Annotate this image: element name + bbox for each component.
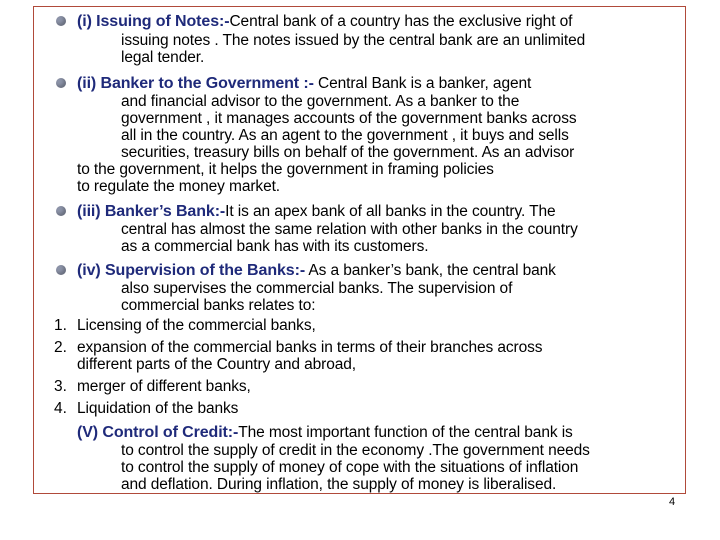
bullet-icon (56, 78, 66, 88)
item-1-heading: (i) Issuing of Notes:- (77, 13, 230, 30)
credit-line-3: to control the supply of money of cope with the situations of inflation (121, 459, 579, 476)
item-3-line-1: It is an apex bank of all banks in the country. The (225, 203, 556, 220)
credit-first-line (77, 424, 573, 441)
item-2-line-3: government , it manages accounts of the government banks across (121, 110, 577, 127)
item-4-first-line (77, 262, 556, 279)
item-4-line-2: also supervises the commercial banks. The supervision of (121, 280, 513, 297)
bullet-icon (56, 16, 66, 26)
item-2-heading: (ii) Banker to the Government :- (77, 75, 314, 92)
item-4-line-3: commercial banks relates to: (121, 297, 316, 314)
item-2-line-4: all in the country. As an agent to the government , it buys and sells (121, 127, 569, 144)
credit-heading: (V) Control of Credit:- (77, 424, 239, 441)
list-item-2-line-2: different parts of the Country and abroad, (77, 356, 357, 373)
item-3-line-2: central has almost the same relation with other banks in the country (121, 221, 578, 238)
bullet-icon (56, 265, 66, 275)
item-2-line-2: and financial advisor to the government. As a banker to the (121, 93, 520, 110)
list-number: 3. (54, 378, 67, 395)
credit-line-1: The most important function of the central bank is (238, 424, 573, 441)
item-1-line-2: issuing notes . The notes issued by the central bank are an unlimited (121, 32, 586, 49)
list-item-2-line-1: expansion of the commercial banks in terms of their branches across (77, 339, 543, 356)
item-3-line-3: as a commercial bank has with its customers. (121, 238, 429, 255)
item-4-heading: (iv) Supervision of the Banks:- (77, 262, 306, 279)
list-number: 4. (54, 400, 67, 417)
page-number: 4 (669, 496, 676, 508)
list-item-3: merger of different banks, (77, 378, 251, 395)
item-3-first-line (77, 203, 556, 220)
credit-line-4: and deflation. During inflation, the supply of money is liberalised. (121, 476, 557, 493)
list-item-1: Licensing of the commercial banks, (77, 317, 316, 334)
credit-line-2: to control the supply of credit in the economy .The government needs (121, 442, 590, 459)
item-2-line-5: securities, treasury bills on behalf of the government. As an advisor (121, 144, 575, 161)
item-1-line-3: legal tender. (121, 49, 205, 66)
list-number: 2. (54, 339, 67, 356)
item-4-line-1: As a banker’s bank, the central bank (305, 262, 556, 279)
item-3-heading: (iii) Banker’s Bank:- (77, 203, 226, 220)
item-1-first-line (77, 13, 572, 30)
list-number: 1. (54, 317, 67, 334)
list-item-4: Liquidation of the banks (77, 400, 239, 417)
item-2-first-line (77, 75, 531, 92)
item-2-line-7: to regulate the money market. (77, 178, 281, 195)
item-2-line-1: Central Bank is a banker, agent (313, 75, 532, 92)
item-2-line-6: to the government, it helps the government in framing policies (77, 161, 494, 178)
item-1-line-1: Central bank of a country has the exclusive right of (229, 13, 573, 30)
bullet-icon (56, 206, 66, 216)
